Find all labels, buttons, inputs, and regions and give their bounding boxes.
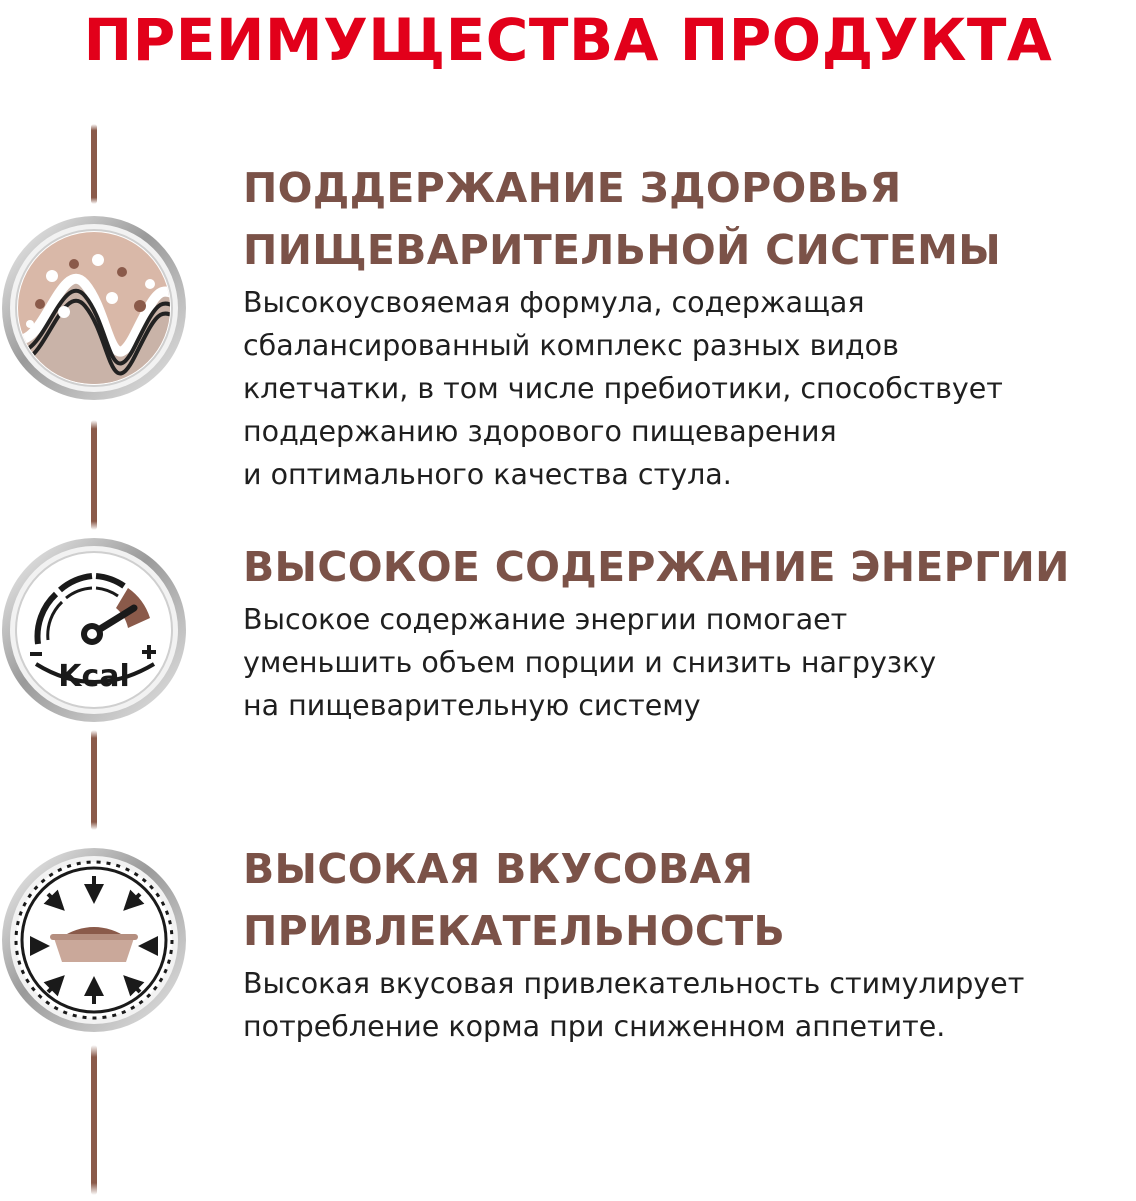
page-title: ПРЕИМУЩЕСТВА ПРОДУКТА xyxy=(83,6,1053,74)
timeline-line xyxy=(91,420,97,530)
timeline-line xyxy=(91,730,97,830)
energy-gauge-icon xyxy=(0,536,188,724)
feature-description: Высокоусвояемая формула, содержащая сбалансированный комплекс разных видов клетчатки, в том числе пребиотики, способствует поддержанию здорового пищеварения и оптимального качества стула. xyxy=(243,286,1003,491)
timeline-line xyxy=(91,124,97,204)
feature-description: Высокая вкусовая привлекательность стимулирует потребление корма при сниженном аппетите. xyxy=(243,967,1025,1043)
feature-title: ВЫСОКОЕ СОДЕРЖАНИЕ ЭНЕРГИИ xyxy=(243,543,1070,591)
feature-digestive-health xyxy=(243,157,1123,496)
feature-title: ПОДДЕРЖАНИЕ ЗДОРОВЬЯ ПИЩЕВАРИТЕЛЬНОЙ СИСТЕМЫ xyxy=(243,164,1002,274)
palatability-bowl-icon xyxy=(0,846,188,1034)
digestive-health-icon xyxy=(0,214,188,402)
feature-high-energy xyxy=(243,536,1123,727)
feature-description: Высокое содержание энергии помогает уменьшить объем порции и снизить нагрузку на пищеварительную систему xyxy=(243,603,937,722)
timeline-line xyxy=(91,1045,97,1195)
kcal-label: Kcal xyxy=(58,659,130,694)
feature-palatability xyxy=(243,838,1123,1048)
feature-title: ВЫСОКАЯ ВКУСОВАЯ ПРИВЛЕКАТЕЛЬНОСТЬ xyxy=(243,845,786,955)
